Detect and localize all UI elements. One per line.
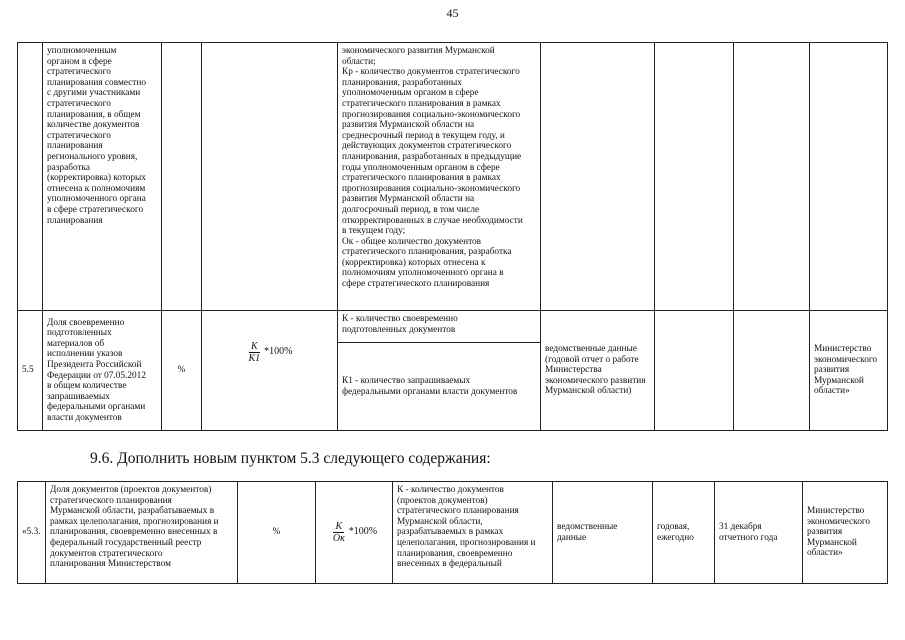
cell-text-line: данные — [557, 532, 587, 543]
cell-text-line: запрашиваемых — [47, 391, 110, 402]
formula-cell — [316, 482, 393, 584]
cell-text-line: области» — [814, 386, 850, 397]
cell-text-line: развития Мурманской — [807, 527, 857, 548]
cell-text-line: подготовленных — [47, 328, 112, 339]
cell-text-line: рамках целеполагания, прогнозирования и — [50, 516, 219, 527]
cell-text-line: федеральными органами власти документов — [342, 386, 518, 397]
cell-text-line: полномочиям уполномоченного органа в — [342, 268, 504, 279]
cell-text-line: 31 декабря — [719, 521, 762, 532]
indicator-table-continued — [17, 42, 888, 431]
cell-text-line: документов стратегического — [50, 548, 163, 559]
cell-text-line: планирования — [47, 215, 103, 226]
cell-text-line: власти документов — [47, 412, 122, 423]
cell-text-line: (проектов документов) — [397, 495, 488, 506]
responsible-cell — [803, 482, 888, 584]
cell-text-line: стратегического планирования, разработка — [342, 247, 512, 258]
source-cell — [541, 311, 655, 431]
cell-text-line: развития — [814, 365, 850, 376]
cell-text-line: Мурманской — [814, 375, 864, 386]
cell-text-line: Президента Российской — [47, 359, 142, 370]
cell-text-line: прогнозирования социально-экономического — [342, 109, 521, 120]
cell-text-line: Министерство — [814, 344, 872, 355]
cell-text-line: стратегического — [47, 98, 111, 109]
cell-text-line: (корректировка) которых — [47, 173, 146, 184]
cell-text-line: планирования совместно — [47, 77, 146, 88]
source-cell — [541, 43, 655, 311]
cell-text-line: действующих документов стратегического — [342, 141, 512, 152]
cell-text-line: ведомственные — [557, 521, 618, 532]
cell-text-line: годовая, — [657, 521, 690, 532]
cell-text-line: (корректировка) которых отнесена к — [342, 257, 486, 268]
cell-text-line: области; — [342, 56, 376, 67]
cell-text-line: Мурманской области, — [397, 516, 483, 527]
cell-text-line: К - количество документов — [397, 485, 504, 495]
cell-text-line: целеполагания, прогнозирования и — [397, 537, 536, 548]
cell-text-line: планирования, разработанных — [342, 77, 462, 88]
cell-text-line: Ок - общее количество документов — [342, 236, 482, 247]
formula-denominator: K1 — [248, 352, 261, 364]
table-row — [18, 482, 888, 584]
cell-text-line: разработка — [47, 162, 91, 173]
cell-text-line: разрабатываемых в рамках — [397, 527, 504, 538]
table-row — [18, 311, 888, 343]
formula — [331, 521, 377, 544]
cell-text-line: Доля своевременно — [47, 317, 125, 328]
cell-text-line: органом в сфере — [47, 56, 112, 67]
frequency-cell — [655, 311, 734, 431]
cell-text-line: экономического развития — [545, 375, 646, 386]
cell-text-line: планирования, в общем — [47, 109, 141, 120]
cell-text-line: годы уполномоченным органом в сфере — [342, 162, 500, 173]
cell-text-line: стратегического — [47, 67, 111, 78]
cell-text-line: откорректированных в случае необходимости — [342, 215, 523, 226]
cell-text-line: федеральными органами — [47, 402, 146, 413]
cell-text-line: прогнозирования социально-экономического — [342, 183, 521, 194]
page-number: 45 — [446, 6, 459, 20]
cell-text-line: в текущем году; — [342, 226, 406, 237]
cell-text-line: стратегического планирования в рамках — [342, 98, 501, 109]
frequency-cell — [655, 43, 734, 311]
cell-text-line: уполномоченного органа — [47, 194, 146, 205]
cell-text-line: долгосрочный период, в том числе — [342, 204, 480, 215]
cell-text-line: развития Мурманской области на — [342, 120, 475, 131]
formula-cell — [202, 43, 338, 311]
formula-numerator: K — [250, 340, 258, 352]
unit-cell: % — [238, 482, 316, 584]
cell-text-line: Федерации от 07.05.2012 — [47, 370, 146, 381]
cell-text-line: отнесена к полномочиям — [47, 183, 146, 194]
frequency-cell — [653, 482, 715, 584]
cell-text-line: подготовленных документов — [342, 324, 456, 335]
cell-text-line: экономического развития Мурманской — [342, 46, 495, 56]
row-number-cell: «5.3. — [18, 482, 46, 584]
cell-text-line: в общем количестве — [47, 381, 127, 392]
formula-suffix: *100% — [348, 526, 378, 538]
cell-text-line: в сфере стратегического — [47, 204, 144, 215]
source-cell — [553, 482, 653, 584]
cell-text-line: стратегического планирования — [50, 495, 172, 506]
unit-cell: % — [162, 311, 202, 431]
indicator-name-cell — [43, 43, 162, 311]
deadline-cell — [734, 43, 810, 311]
responsible-cell — [810, 43, 888, 311]
row-number-cell — [18, 43, 43, 311]
cell-text-line: стратегического планирования в рамках — [342, 173, 501, 184]
cell-text-line: внесенных в федеральный — [397, 559, 502, 570]
unit-cell — [162, 43, 202, 311]
cell-text-line: планирования, разработанных в предыдущие — [342, 151, 522, 162]
cell-text-line: Доля документов (проектов документов) — [50, 485, 212, 495]
cell-text-line: отчетного года — [719, 532, 778, 543]
responsible-cell — [810, 311, 888, 431]
formula-denominator: Ок — [332, 533, 345, 544]
cell-text-line: планирования, своевременно внесенных в — [50, 527, 218, 538]
section-heading: 9.6. Дополнить новым пунктом 5.3 следующего содержания: — [90, 450, 491, 467]
row-number-cell: 5.5 — [18, 311, 43, 431]
cell-text-line: уполномоченным органом в сфере — [342, 88, 479, 99]
cell-text-line: (годовой отчет о работе — [545, 354, 639, 365]
cell-text-line: регионального уровня, — [47, 151, 138, 162]
indicator-description-cell — [338, 311, 541, 343]
formula-cell — [202, 311, 338, 431]
formula-numerator: K — [335, 521, 343, 532]
cell-text-line: федеральный государственный реестр — [50, 537, 202, 548]
cell-text-line: планирования Министерством — [50, 559, 171, 570]
cell-text-line: Министерство — [807, 506, 865, 517]
cell-text-line: среднесрочный период в текущем году, и — [342, 130, 505, 141]
indicator-name-cell — [46, 482, 238, 584]
deadline-cell — [715, 482, 803, 584]
cell-text-line: планирования, своевременно — [397, 548, 513, 559]
cell-text-line: Мурманской области) — [545, 386, 632, 397]
indicator-description-cell — [338, 343, 541, 431]
cell-text-line: развития Мурманской области на — [342, 194, 475, 205]
formula — [246, 341, 292, 364]
cell-text-line: Министерства — [545, 365, 602, 376]
indicator-name-cell — [43, 311, 162, 431]
formula-suffix: *100% — [264, 345, 293, 357]
cell-text-line: стратегического планирования — [397, 506, 519, 517]
cell-text-line: количестве документов — [47, 120, 140, 131]
cell-text-line: уполномоченным — [47, 46, 117, 56]
cell-text-line: экономического — [814, 354, 878, 365]
table-row — [18, 43, 888, 311]
cell-text-line: стратегического — [47, 130, 111, 141]
cell-text-line: ежегодно — [657, 532, 694, 543]
cell-text-line: с другими участниками — [47, 88, 141, 99]
cell-text-line: материалов об — [47, 338, 105, 349]
cell-text-line: экономического — [807, 516, 871, 527]
cell-text-line: планирования — [47, 141, 103, 152]
cell-text-line: ведомственные данные — [545, 344, 637, 355]
deadline-cell — [734, 311, 810, 431]
cell-text-line: Кр - количество документов стратегического — [342, 67, 520, 78]
indicator-description-cell — [393, 482, 553, 584]
cell-text-line: исполнении указов — [47, 349, 123, 360]
cell-text-line: сфере стратегического планирования — [342, 279, 490, 290]
indicator-description-cell — [338, 43, 541, 311]
cell-text-line: К - количество своевременно — [342, 314, 458, 324]
cell-text-line: Мурманской области, разрабатываемых в — [50, 506, 215, 517]
cell-text-line: К1 - количество запрашиваемых — [342, 375, 471, 386]
indicator-table-new — [17, 481, 888, 584]
cell-text-line: области» — [807, 548, 843, 559]
